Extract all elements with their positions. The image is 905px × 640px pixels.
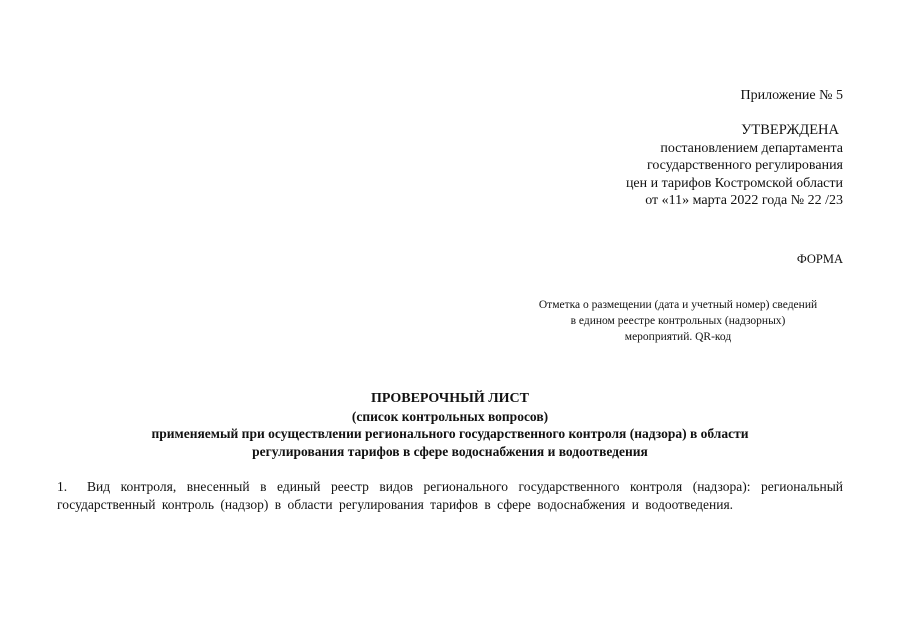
registry-mark-line: в едином реестре контрольных (надзорных) xyxy=(570,315,786,327)
approval-line: от «11» марта 2022 года № 22 /23 xyxy=(645,193,843,209)
approval-title: УТВЕРЖДЕНА xyxy=(741,122,839,138)
registry-mark xyxy=(505,297,851,345)
appendix-number: Приложение № 5 xyxy=(740,88,843,103)
approval-line: цен и тарифов Костромской области xyxy=(625,175,843,191)
approval-line: постановлением департамента xyxy=(660,140,843,156)
document-title xyxy=(57,390,843,460)
paragraph-1 xyxy=(57,478,843,513)
form-label: ФОРМА xyxy=(796,252,843,266)
approval-line: государственного регулирования xyxy=(646,158,843,174)
title-line: регулирования тарифов в сфере водоснабжения и водоотведения xyxy=(252,443,648,459)
title-main: ПРОВЕРОЧНЫЙ ЛИСТ xyxy=(370,391,529,406)
registry-mark-line: мероприятий. QR-код xyxy=(624,331,732,343)
title-subtitle: (список контрольных вопросов) xyxy=(351,408,549,424)
paragraph-text: Вид контроля, внесенный в единый реестр видов регионального государственного контроля (надзора): региональный государственный контроль (надзор) в области регулирования тарифов в сфере водоснабжения и водоотведения. xyxy=(57,479,843,512)
approval-block xyxy=(626,122,843,210)
paragraph-number: 1. xyxy=(57,479,68,494)
title-line: применяемый при осуществлении регионального государственного контроля (надзора) в области xyxy=(151,426,749,441)
registry-mark-line: Отметка о размещении (дата и учетный номер) сведений xyxy=(538,299,818,311)
